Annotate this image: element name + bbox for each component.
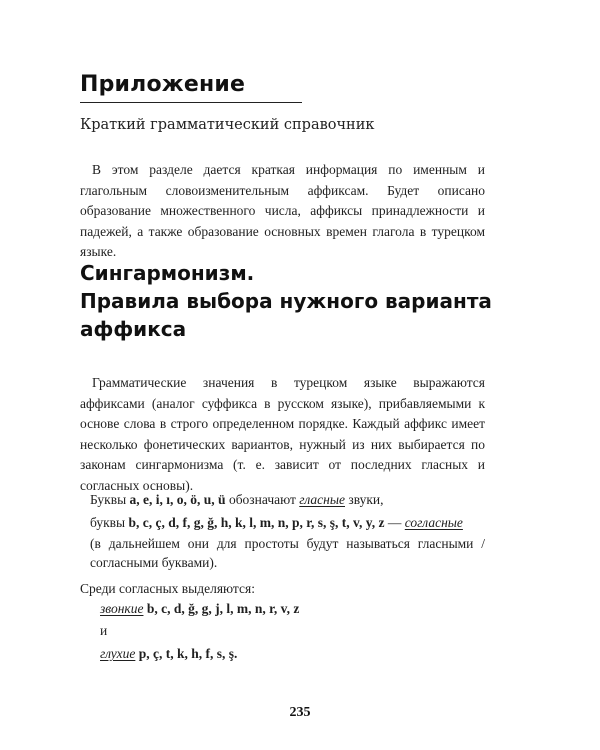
voiced-letters: b, c, d, ğ, g, j, l, m, n, r, v, z [146,601,300,616]
section-heading-line-1: Сингармонизм. [80,261,255,285]
voiceless-line [100,646,237,662]
section-heading-line-2: Правила выбора нужного варианта [80,289,492,313]
vowels-suffix: звуки, [348,492,384,507]
section-heading [80,259,492,343]
title-rule [80,102,302,103]
vowels-term: гласные [299,492,345,507]
among-consonants-text: Среди согласных выделяются: [80,581,255,596]
consonants-term: согласные [404,515,463,530]
intro-paragraph: В этом разделе дается краткая информация по именным и глагольным словоизменительным аффиксам. Будет описано образование множественного числа, аффиксы принадлежности и падежей, а также образование основных времен глагола в турецком языке. [80,162,485,259]
voiced-line [100,601,299,617]
section-heading-line-3: аффикса [80,317,187,341]
consonants-dash: — [387,515,402,530]
voiceless-letters: p, ç, t, k, h, f, s, ş. [138,646,238,661]
page-subtitle: Краткий грамматический справочник [80,117,375,133]
vowels-line [90,492,384,508]
page-title: Приложение [80,72,246,97]
vowels-prefix: Буквы [90,492,127,507]
consonants-note: (в дальнейшем они для простоты будут называться гласными / согласными буквами). [90,536,485,570]
consonant-letters: b, c, ç, d, f, g, ğ, h, k, l, m, n, p, r, s, ş, t, v, y, z [128,515,385,530]
and-connector: и [100,623,108,638]
vowel-letters: a, e, i, ı, o, ö, u, ü [129,492,226,507]
voiced-term: звонкие [100,601,144,616]
vowels-mid: обозначают [228,492,296,507]
consonants-prefix: буквы [90,515,126,530]
consonants-line [90,515,463,531]
voiceless-term: глухие [100,646,136,661]
page-number: 235 [289,705,311,720]
section-paragraph: Грамматические значения в турецком языке выражаются аффиксами (аналог суффикса в русском языке), прибавляемыми к основе слова в строго определенном порядке. Каждый аффикс имеет несколько фонетических вариантов, нужный из них выбирается по законам сингармонизма (т. е. зависит от последних гласных и согласных основы). [80,375,485,493]
